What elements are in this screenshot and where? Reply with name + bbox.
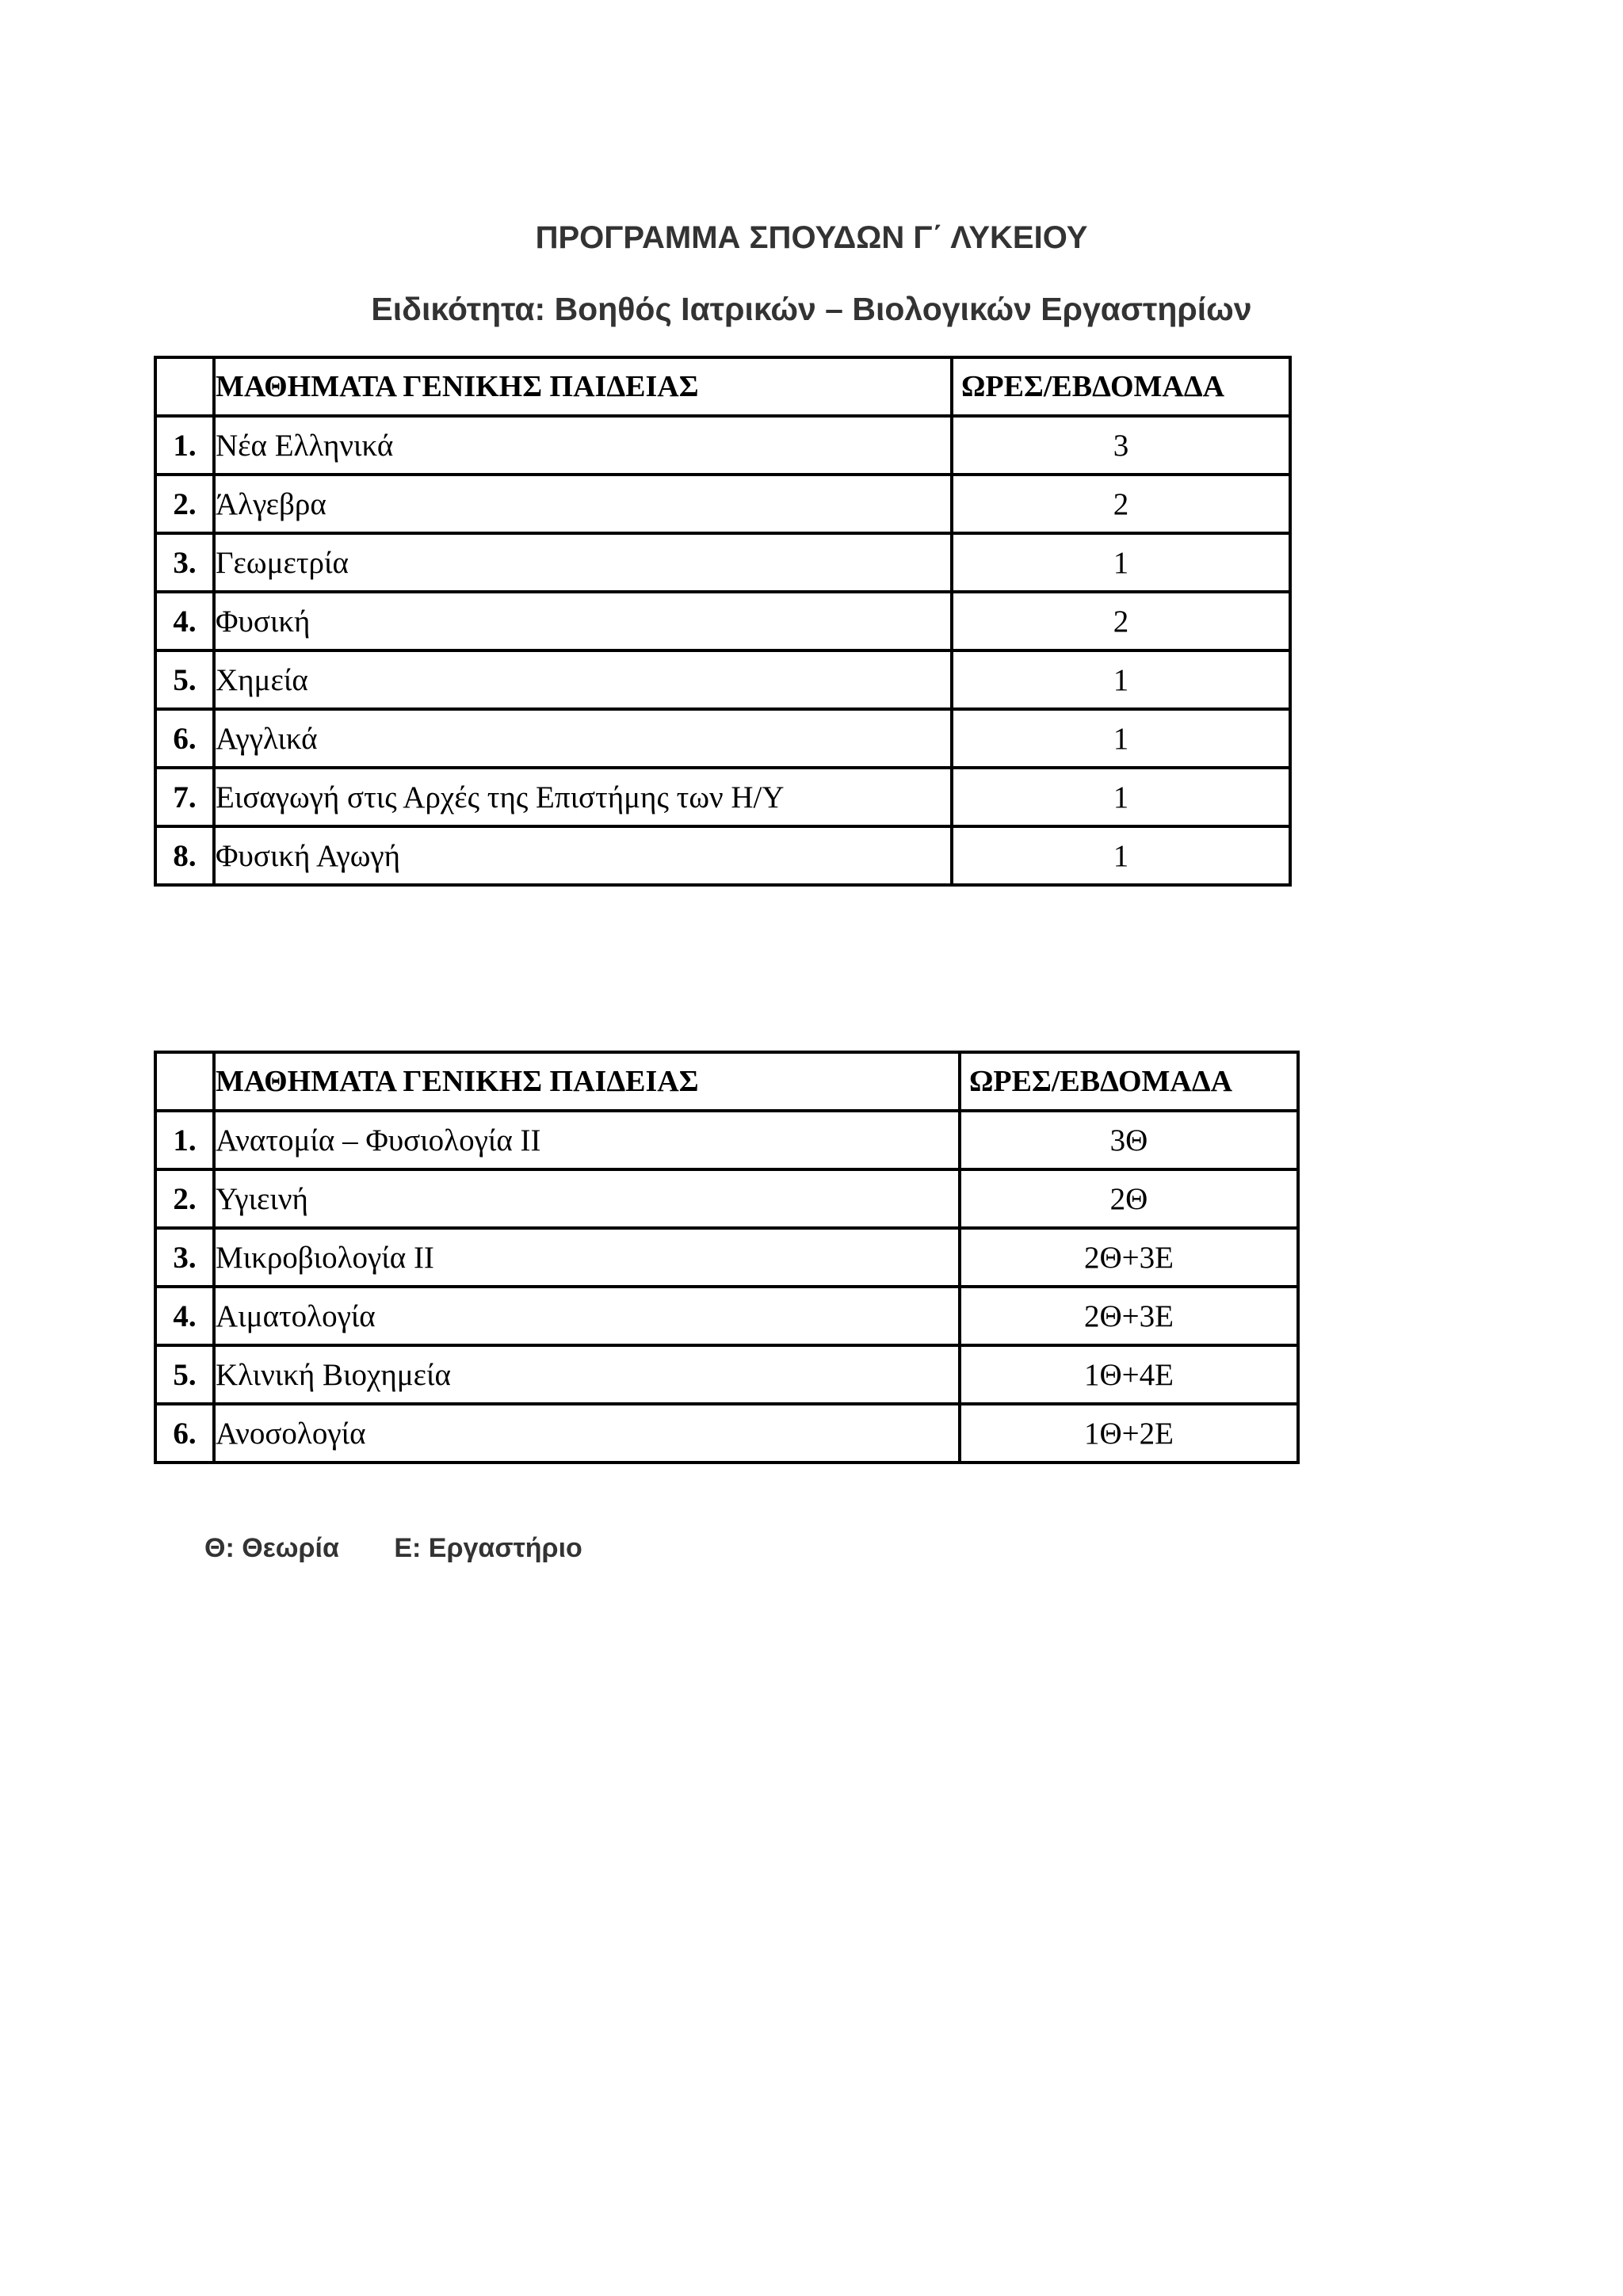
table-row <box>155 592 1290 650</box>
table-row <box>155 1111 1298 1169</box>
row-subject-cell: Ανοσολογία <box>214 1404 960 1463</box>
row-number-cell: 5. <box>155 1345 214 1404</box>
page-title: ΠΡΟΓΡΑΜΜΑ ΣΠΟΥΔΩΝ Γ΄ ΛΥΚΕΙΟΥ <box>535 220 1088 255</box>
row-subject-cell: Χημεία <box>214 650 952 709</box>
row-number-cell: 5. <box>155 650 214 709</box>
row-hours-cell: 2Θ+3Ε <box>960 1287 1298 1345</box>
page-subtitle: Ειδικότητα: Βοηθός Ιατρικών – Βιολογικών Εργαστηρίων <box>371 291 1252 327</box>
table-row <box>155 1345 1298 1404</box>
row-hours-cell: 1 <box>952 650 1290 709</box>
header-hours-cell: ΩΡΕΣ/ΕΒΔΟΜΑΔΑ <box>960 1052 1298 1111</box>
row-subject-cell: Αγγλικά <box>214 709 952 768</box>
general-education-table <box>154 356 1292 887</box>
row-number-cell: 4. <box>155 592 214 650</box>
table-row <box>155 1169 1298 1228</box>
row-number-cell: 1. <box>155 1111 214 1169</box>
table-row <box>155 1404 1298 1463</box>
header-number-cell <box>155 357 214 416</box>
header-subject-cell: ΜΑΘΗΜΑΤΑ ΓΕΝΙΚΗΣ ΠΑΙΔΕΙΑΣ <box>214 1052 960 1111</box>
row-hours-cell: 3Θ <box>960 1111 1298 1169</box>
table-row <box>155 826 1290 885</box>
row-hours-cell: 1 <box>952 826 1290 885</box>
row-hours-cell: 1 <box>952 709 1290 768</box>
row-number-cell: 3. <box>155 1228 214 1287</box>
table-row <box>155 1228 1298 1287</box>
row-hours-cell: 1Θ+2Ε <box>960 1404 1298 1463</box>
row-subject-cell: Κλινική Βιοχημεία <box>214 1345 960 1404</box>
row-number-cell: 2. <box>155 475 214 533</box>
row-number-cell: 3. <box>155 533 214 592</box>
row-number-cell: 6. <box>155 1404 214 1463</box>
legend <box>204 1531 582 1566</box>
header-subject-cell: ΜΑΘΗΜΑΤΑ ΓΕΝΙΚΗΣ ΠΑΙΔΕΙΑΣ <box>214 357 952 416</box>
row-number-cell: 4. <box>155 1287 214 1345</box>
row-subject-cell: Μικροβιολογία ΙΙ <box>214 1228 960 1287</box>
row-subject-cell: Εισαγωγή στις Αρχές της Επιστήμης των Η/Υ <box>214 768 952 826</box>
row-number-cell: 8. <box>155 826 214 885</box>
row-hours-cell: 2 <box>952 592 1290 650</box>
table-row <box>155 650 1290 709</box>
row-subject-cell: Υγιεινή <box>214 1169 960 1228</box>
header-number-cell <box>155 1052 214 1111</box>
specialty-courses-table <box>154 1051 1300 1464</box>
row-hours-cell: 3 <box>952 416 1290 475</box>
legend-lab: Ε: Εργαστήριο <box>394 1533 582 1563</box>
row-hours-cell: 2Θ <box>960 1169 1298 1228</box>
table-row <box>155 416 1290 475</box>
table-row <box>155 709 1290 768</box>
table-header-row <box>155 357 1290 416</box>
legend-theory: Θ: Θεωρία <box>204 1533 339 1563</box>
row-number-cell: 6. <box>155 709 214 768</box>
table-row <box>155 768 1290 826</box>
row-hours-cell: 2 <box>952 475 1290 533</box>
table-header-row <box>155 1052 1298 1111</box>
row-subject-cell: Φυσική <box>214 592 952 650</box>
row-hours-cell: 2Θ+3Ε <box>960 1228 1298 1287</box>
row-hours-cell: 1 <box>952 533 1290 592</box>
row-number-cell: 1. <box>155 416 214 475</box>
row-number-cell: 2. <box>155 1169 214 1228</box>
row-hours-cell: 1Θ+4Ε <box>960 1345 1298 1404</box>
row-subject-cell: Νέα Ελληνικά <box>214 416 952 475</box>
row-number-cell: 7. <box>155 768 214 826</box>
table-row <box>155 533 1290 592</box>
table-row <box>155 1287 1298 1345</box>
row-subject-cell: Γεωμετρία <box>214 533 952 592</box>
row-subject-cell: Αιματολογία <box>214 1287 960 1345</box>
row-hours-cell: 1 <box>952 768 1290 826</box>
row-subject-cell: Φυσική Αγωγή <box>214 826 952 885</box>
row-subject-cell: Άλγεβρα <box>214 475 952 533</box>
table-row <box>155 475 1290 533</box>
row-subject-cell: Ανατομία – Φυσιολογία ΙΙ <box>214 1111 960 1169</box>
header-hours-cell: ΩΡΕΣ/ΕΒΔΟΜΑΔΑ <box>952 357 1290 416</box>
